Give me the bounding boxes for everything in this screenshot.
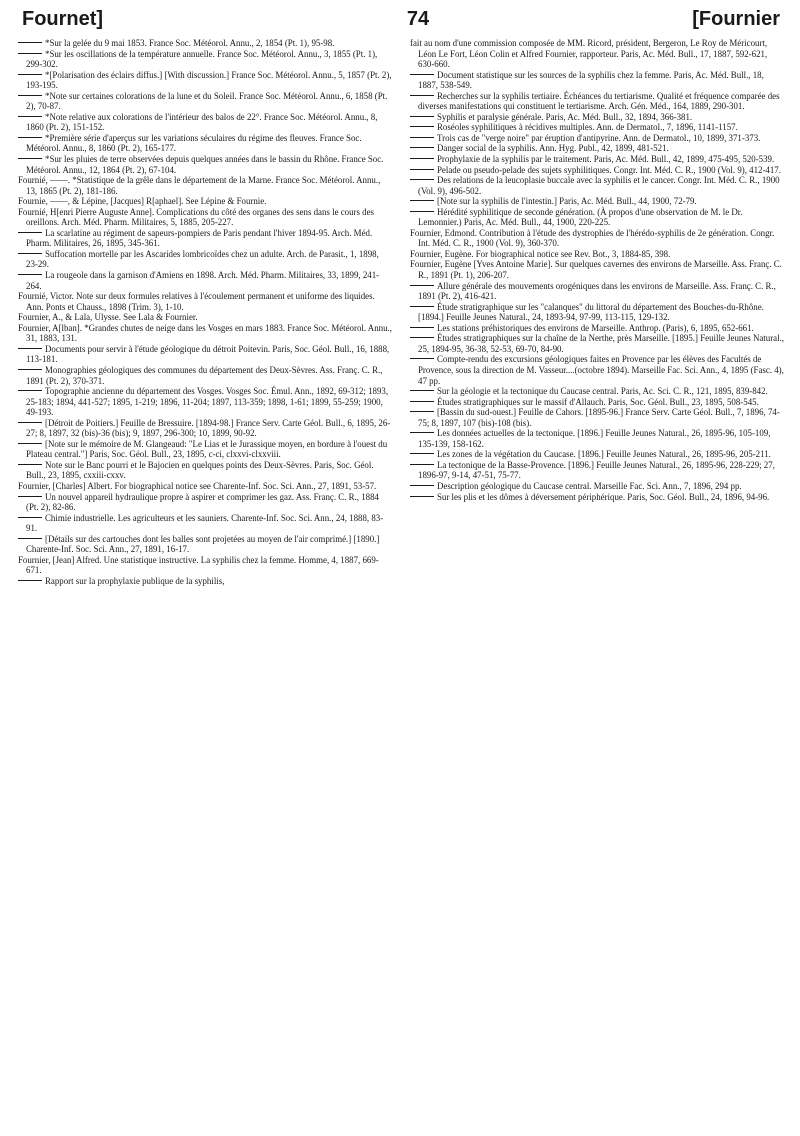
bibliography-entry xyxy=(410,207,784,228)
bibliography-entry xyxy=(410,143,784,154)
bibliography-entry xyxy=(410,259,784,280)
bibliography-entry xyxy=(410,281,784,302)
repeat-dash xyxy=(18,422,42,423)
bibliography-entry xyxy=(18,460,392,481)
bibliography-entry xyxy=(18,513,392,534)
repeat-dash xyxy=(410,390,434,391)
entry-text: Recherches sur la syphilis tertiaire. Échéances du tertiarisme. Qualité et fréquence comparée des diverses manifestations qui constituent le tertiarisme. Arch. Gén. Méd., 164, 1889, 290-301. xyxy=(418,90,780,112)
entry-text: Les données actuelles de la tectonique. [1896.] Feuille Jeunes Natural., 26, 1895-96, 105-109, 135-139, 158-162. xyxy=(418,428,771,449)
entry-text: Fournier, [Jean] Alfred. Une statistique instructive. La syphilis chez la femme. Homme, 4, 1887, 669-671. xyxy=(18,554,379,576)
bibliography-entry xyxy=(18,418,392,439)
repeat-dash xyxy=(18,580,42,581)
repeat-dash xyxy=(410,327,434,328)
bibliography-entry xyxy=(410,460,784,481)
entry-text: Études stratigraphiques sur le massif d'Allauch. Paris, Soc. Géol. Bull., 23, 1895, 508-545. xyxy=(437,396,759,407)
entry-text: Étude stratigraphique sur les "calanques" du littoral du département des Bouches-du-Rhône. [1894.] Feuille Jeunes Natural., 24, 1893-94, 97-99, 113-115, 129-132. xyxy=(418,301,764,323)
repeat-dash xyxy=(410,496,434,497)
bibliography-entry xyxy=(410,154,784,165)
bibliography-entry xyxy=(410,249,784,260)
entry-text: [Note sur la syphilis de l'intestin.] Paris, Ac. Méd. Bull., 44, 1900, 72-79. xyxy=(437,196,697,207)
bibliography-entry xyxy=(410,70,784,91)
repeat-dash xyxy=(410,116,434,117)
entry-text: Description géologique du Caucase central. Marseille Fac. Sci. Ann., 7, 1896, 294 pp. xyxy=(437,480,742,491)
bibliography-entry xyxy=(18,576,392,587)
bibliography-entry xyxy=(18,133,392,154)
repeat-dash xyxy=(410,306,434,307)
entry-text: Fournier, Eugène [Yves Antoine Marie]. Sur quelques cavernes des environs de Marseille. Ass. Franç. C. R., 1891 (Pt. 1), 206-207. xyxy=(410,259,782,281)
entry-text: [Bassin du sud-ouest.] Feuille de Cahors. [1895-96.] France Serv. Carte Géol. Bull., 7, 1896, 74-75; 8, 1897, 107 (bis)-108 (bis). xyxy=(418,407,780,428)
entry-text: Topographie ancienne du département des Vosges. Vosges Soc. Émul. Ann., 1892, 69-312; 1893, 25-183; 1894, 441-527; 1895, 1-219; 1896, 11-204; 1897, 113-359; 1898, 1-61; 1899, 55-259; 1900, 49-193. xyxy=(26,386,389,418)
repeat-dash xyxy=(18,158,42,159)
bibliography-entry xyxy=(18,481,392,492)
repeat-dash xyxy=(18,74,42,75)
repeat-dash xyxy=(18,137,42,138)
bibliography-entry xyxy=(410,112,784,123)
entry-text: Les zones de la végétation du Caucase. [1896.] Feuille Jeunes Natural., 26, 1895-96, 205-211. xyxy=(437,449,771,460)
entry-text: Fournié, Victor. Note sur deux formules relatives à l'écoulement permanent et uniforme des liquides. Ann. Ponts et Chauss., 1898 (Trim. 3), 1-10. xyxy=(18,291,375,312)
entry-text: Syphilis et paralysie générale. Paris, Ac. Méd. Bull., 32, 1894, 366-381. xyxy=(437,111,693,122)
bibliography-entry xyxy=(410,323,784,334)
repeat-dash xyxy=(410,337,434,338)
entry-text: Fournié, ——. *Statistique de la grêle dans le département de la Marne. France Soc. Météorol. Annu., 13, 1865 (Pt. 2), 181-186. xyxy=(18,175,381,196)
repeat-dash xyxy=(410,147,434,148)
repeat-dash xyxy=(410,211,434,212)
entry-text: Un nouvel appareil hydraulique propre à aspirer et comprimer les gaz. Ass. Franç. C. R., 1884 (Pt. 2), 82-86. xyxy=(26,491,379,513)
bibliography-entry xyxy=(18,492,392,513)
entry-text: *[Polarisation des éclairs diffus.] [With discussion.] France Soc. Météorol. Annu., 5, 1857 (Pt. 2), 193-195. xyxy=(26,69,392,91)
repeat-dash xyxy=(18,42,42,43)
entry-text: Les stations préhistoriques des environs de Marseille. Anthrop. (Paris), 6, 1895, 652-661. xyxy=(437,322,754,333)
bibliography-entry xyxy=(18,91,392,112)
right-column xyxy=(410,38,784,586)
bibliography-entry xyxy=(410,449,784,460)
repeat-dash xyxy=(18,369,42,370)
entry-text: Pelade ou pseudo-pelade des sujets syphilitiques. Congr. Int. Méd. C. R., 1900 (Vol. 9), 412-417. xyxy=(437,164,781,175)
entry-text: Fournier, Eugène. For biographical notice see Rev. Bot., 3, 1884-85, 398. xyxy=(410,248,671,259)
entry-text: Note sur le Banc pourri et le Bajocien en quelques points des Deux-Sèvres. Paris, Soc. Géol. Bull., 23, 1895, cxxiii-cxxv. xyxy=(26,459,374,481)
bibliography-entry xyxy=(18,112,392,133)
page-header xyxy=(18,4,784,38)
bibliography-entry xyxy=(18,249,392,270)
entry-text: La tectonique de la Basse-Provence. [1896.] Feuille Jeunes Natural., 26, 1895-96, 228-229; 27, 1896-97, 9-14, 47-51, 75-77. xyxy=(418,459,775,481)
bibliography-entry xyxy=(410,428,784,449)
repeat-dash xyxy=(410,126,434,127)
repeat-dash xyxy=(410,285,434,286)
bibliography-entry xyxy=(18,291,392,312)
bibliography-entry xyxy=(18,323,392,344)
bibliography-entry xyxy=(410,175,784,196)
repeat-dash xyxy=(410,158,434,159)
entry-text: Trois cas de "verge noire" par éruption d'antipyrine. Ann. de Dermatol., 10, 1899, 371-373. xyxy=(437,132,761,143)
repeat-dash xyxy=(18,538,42,539)
entry-text: Allure générale des mouvements orogéniques dans les environs de Marseille. Ass. Franç. C. R., 1891 (Pt. 2), 416-421. xyxy=(418,280,776,302)
entry-text: Documents pour servir à l'étude géologique du détroit Poitevin. Paris, Soc. Géol. Bull., 16, 1888, 113-181. xyxy=(26,343,390,365)
entry-text: Prophylaxie de la syphilis par le traitement. Paris, Ac. Méd. Bull., 42, 1899, 475-495, 520-539. xyxy=(437,154,775,165)
bibliography-entry xyxy=(18,344,392,365)
entry-text: Fournier, Edmond. Contribution à l'étude des dystrophies de l'hérédo-syphilis de 2e génération. Congr. Int. Méd. C. R., 1900 (Vol. 9), 360-370. xyxy=(410,227,775,249)
repeat-dash xyxy=(18,53,42,54)
page-number: 74 xyxy=(406,8,430,30)
repeat-dash xyxy=(18,348,42,349)
bibliography-entry xyxy=(18,439,392,460)
bibliography-entry xyxy=(410,133,784,144)
bibliography-entry xyxy=(18,196,392,207)
bibliography-entry xyxy=(18,154,392,175)
entry-text: Études stratigraphiques sur la chaîne de la Nerthe, près Marseille. [1895.] Feuille Jeunes Natural., 25, 1894-95, 36-38, 52-53, 69-70, 84-90. xyxy=(418,333,785,354)
bibliography-entry xyxy=(18,270,392,291)
bibliography-entry xyxy=(18,49,392,70)
entry-text: fait au nom d'une commission composée de MM. Ricord, président, Bergeron, Le Roy de Méricourt, Léon Le Fort, Léon Colin et Alfred Fournier, rapporteur. Paris, Ac. Méd. Bull., 17, 1887, 592-621, 630-660. xyxy=(410,38,768,70)
entry-text: La rougeole dans la garnison d'Amiens en 1898. Arch. Méd. Pharm. Militaires, 33, 1899, 241-264. xyxy=(26,270,380,291)
entry-text: Fournier, A., & Lala, Ulysse. See Lala & Fournier. xyxy=(18,312,198,323)
entry-text: Suffocation mortelle par les Ascarides lombricoïdes chez un adulte. Arch. de Parasit., 1, 1898, 23-29. xyxy=(26,248,379,270)
entry-text: Des relations de la leucoplasie buccale avec la syphilis et le cancer. Congr. Int. Méd. C. R., 1900 (Vol. 9), 496-502. xyxy=(418,175,780,196)
repeat-dash xyxy=(410,95,434,96)
entry-text: *Sur les oscillations de la température annuelle. France Soc. Météorol. Annu., 3, 1855 (Pt. 1), 299-302. xyxy=(26,48,378,70)
repeat-dash xyxy=(18,443,42,444)
bibliography-entry xyxy=(18,207,392,228)
columns xyxy=(18,38,784,586)
repeat-dash xyxy=(18,95,42,96)
repeat-dash xyxy=(18,274,42,275)
repeat-dash xyxy=(18,496,42,497)
entry-text: [Détails sur des cartouches dont les balles sont projetées au moyen de l'air comprimé.] [1890.] Charente-Inf. Soc. Sci. Ann., 27, 1891, 16-17. xyxy=(26,533,380,555)
entry-text: Monographies géologiques des communes du département des Deux-Sèvres. Ass. Franç. C. R., 1891 (Pt. 2), 370-371. xyxy=(26,364,383,386)
entry-text: Fournié, H[enri Pierre Auguste Anne]. Complications du côté des organes des sens dans le cours des oreillons. Arch. Méd. Pharm. Militaires, 5, 1885, 205-227. xyxy=(18,206,374,228)
bibliography-entry xyxy=(410,481,784,492)
repeat-dash xyxy=(410,179,434,180)
repeat-dash xyxy=(410,74,434,75)
entry-text: Roséoles syphilitiques à récidives multiples. Ann. de Dermatol., 7, 1896, 1141-1157. xyxy=(437,122,738,133)
bibliography-entry xyxy=(410,333,784,354)
header-right: [Fournier xyxy=(692,8,780,30)
bibliography-entry xyxy=(410,386,784,397)
repeat-dash xyxy=(410,411,434,412)
entry-text: Rapport sur la prophylaxie publique de la syphilis, xyxy=(45,575,225,586)
entry-text: *Sur la gelée du 9 mai 1853. France Soc. Météorol. Annu., 2, 1854 (Pt. 1), 95-98. xyxy=(45,38,335,48)
repeat-dash xyxy=(18,517,42,518)
bibliography-entry xyxy=(410,196,784,207)
entry-text: Chimie industrielle. Les agriculteurs et les sauniers. Charente-Inf. Soc. Sci. Ann., 24, 1888, 83-91. xyxy=(26,512,384,534)
bibliography-entry xyxy=(410,407,784,428)
entry-text: [Détroit de Poitiers.] Feuille de Bressuire. [1894-98.] France Serv. Carte Géol. Bull., 6, 1895, 26-27; 8, 1897, 32 (bis)-36 (bis); 9, 1897, 296-300; 10, 1899, 90-92. xyxy=(26,417,391,439)
bibliography-entry xyxy=(18,386,392,418)
entry-text: Hérédité syphilitique de seconde génération. (À propos d'une observation de M. le Dr. Lemonnier.) Paris, Ac. Méd. Bull., 44, 1900, 220-225. xyxy=(418,206,743,228)
bibliography-entry xyxy=(18,38,392,49)
entry-text: Fournier, [Charles] Albert. For biographical notice see Charente-Inf. Soc. Sci. Ann., 27, 1891, 53-57. xyxy=(18,480,377,491)
entry-text: Fournier, A[lban]. *Grandes chutes de neige dans les Vosges en mars 1883. France Soc. Météorol. Annu., 31, 1883, 131. xyxy=(18,322,392,344)
bibliography-entry xyxy=(410,397,784,408)
header-left: Fournet] xyxy=(22,8,104,30)
bibliography-entry xyxy=(18,365,392,386)
bibliography-entry xyxy=(18,228,392,249)
entry-text: [Note sur le mémoire de M. Glangeaud: "Le Lias et le Jurassique moyen, en bordure à l'ouest du Plateau central."] Paris, Soc. Géol. Bull., 23, 1895, c-ci, clxxvi-clxxviii. xyxy=(26,438,388,460)
repeat-dash xyxy=(410,200,434,201)
repeat-dash xyxy=(18,232,42,233)
left-column xyxy=(18,38,392,586)
repeat-dash xyxy=(18,464,42,465)
bibliography-entry xyxy=(410,228,784,249)
repeat-dash xyxy=(410,358,434,359)
bibliography-entry xyxy=(410,354,784,386)
entry-text: La scarlatine au régiment de sapeurs-pompiers de Paris pendant l'hiver 1894-95. Arch. Méd. Pharm. Militaires, 26, 1895, 345-361. xyxy=(26,227,373,249)
repeat-dash xyxy=(410,137,434,138)
bibliography-entry xyxy=(18,70,392,91)
repeat-dash xyxy=(410,401,434,402)
entry-text: *Note sur certaines colorations de la lune et du Soleil. France Soc. Météorol. Annu., 6, 1858 (Pt. 2), 70-87. xyxy=(26,90,388,112)
repeat-dash xyxy=(410,464,434,465)
bibliography-entry xyxy=(18,555,392,576)
repeat-dash xyxy=(410,453,434,454)
entry-text: Danger social de la syphilis. Ann. Hyg. Publ., 42, 1899, 481-521. xyxy=(437,143,669,154)
entry-text: Sur la géologie et la tectonique du Caucase central. Paris, Ac. Sci. C. R., 121, 1895, 839-842. xyxy=(437,386,768,397)
repeat-dash xyxy=(18,390,42,391)
bibliography-entry xyxy=(18,534,392,555)
bibliography-entry xyxy=(18,175,392,196)
bibliography-entry xyxy=(410,492,784,503)
entry-text: Compte-rendu des excursions géologiques faites en Provence par les élèves des Facultés de Provence, sous la direction de M. Vasseur....(octobre 1894). Marseille Fac. Sci. Ann., 4, 1895 (Fasc. 4), 47 pp. xyxy=(418,354,784,386)
bibliography-entry xyxy=(18,312,392,323)
bibliography-entry xyxy=(410,122,784,133)
entry-text: *Note relative aux colorations de l'intérieur des balos de 22°. France Soc. Météorol. Annu., 8, 1860 (Pt. 2), 151-152. xyxy=(26,111,378,133)
bibliography-entry xyxy=(410,91,784,112)
entry-text: Sur les plis et les dômes à déversement périphérique. Paris, Soc. Géol. Bull., 24, 1896, 94-96. xyxy=(437,491,770,502)
repeat-dash xyxy=(18,116,42,117)
entry-text: *Première série d'aperçus sur les variations séculaires du régime des fleuves. France Soc. Météorol. Annu., 8, 1860 (Pt. 2), 165-177. xyxy=(26,132,362,154)
entry-text: Fournie, ——, & Lépine, [Jacques] R[aphael]. See Lépine & Fournie. xyxy=(18,196,267,207)
repeat-dash xyxy=(410,432,434,433)
repeat-dash xyxy=(410,169,434,170)
entry-text: *Sur les pluies de terre observées depuis quelques années dans le bassin du Rhône. France Soc. Météorol. Annu., 12, 1864 (Pt. 2), 67-104. xyxy=(26,154,384,175)
entry-text: Document statistique sur les sources de la syphilis chez la femme. Paris, Ac. Méd. Bull., 18, 1887, 538-549. xyxy=(418,69,764,91)
repeat-dash xyxy=(18,253,42,254)
bibliography-entry xyxy=(410,302,784,323)
bibliography-entry xyxy=(410,165,784,176)
repeat-dash xyxy=(410,485,434,486)
bibliography-entry xyxy=(410,38,784,70)
